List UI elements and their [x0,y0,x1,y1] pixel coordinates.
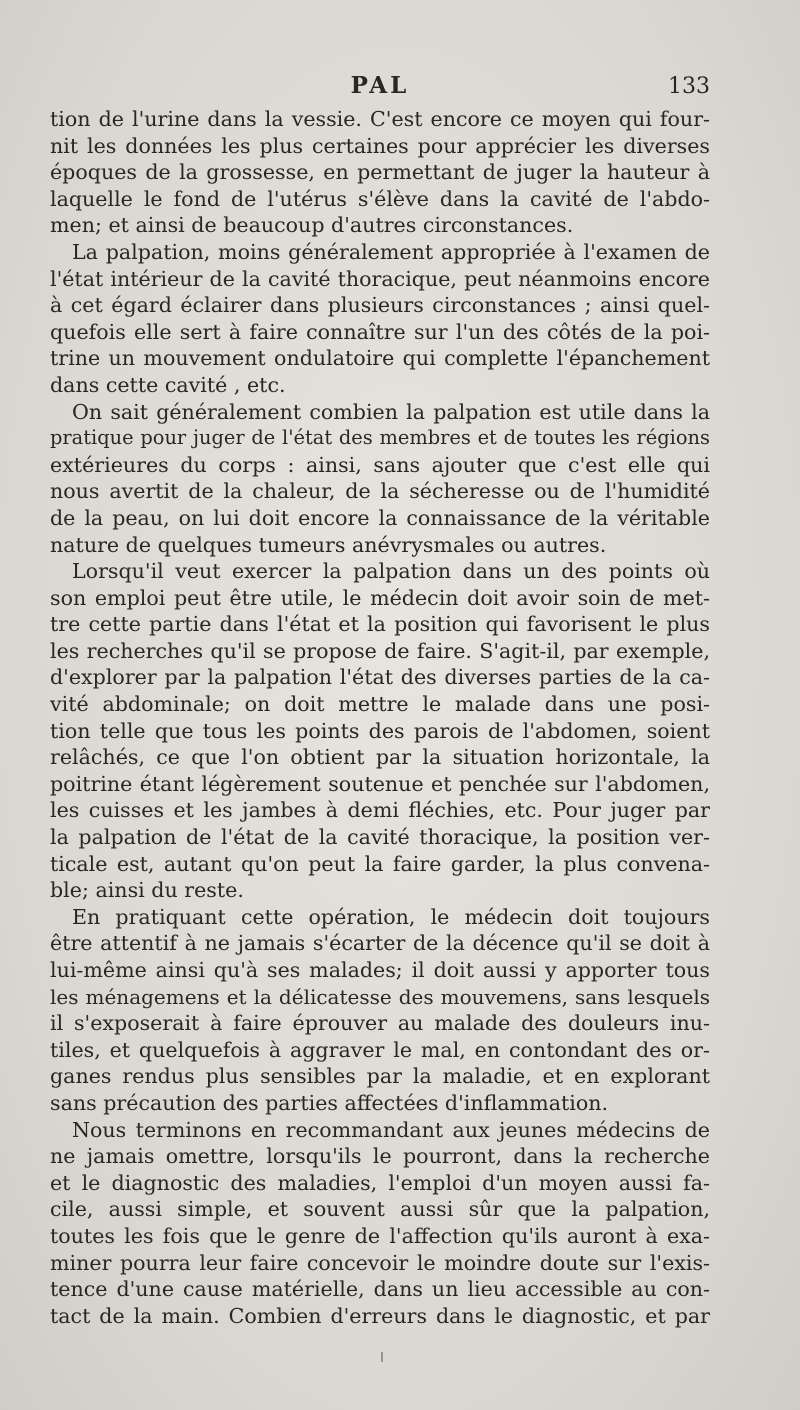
text-line: La palpation, moins généralement appropriée à l'examen de [72,239,710,264]
text-line: tion telle que tous les points des parois de l'abdomen, soient [50,718,710,743]
text-line: laquelle le fond de l'utérus s'élève dans la cavité de l'abdo- [50,186,710,211]
text-line: les recherches qu'il se propose de faire. S'agit-il, par exemple, [50,638,710,663]
text-line: tion de l'urine dans la vessie. C'est encore ce moyen qui four- [50,107,710,131]
text-line: époques de la grossesse, en permettant de juger la hauteur à [50,160,710,185]
text-line: nous avertit de la chaleur, de la sécheresse ou de l'humidité [50,479,710,504]
text-line: extérieures du corps : ainsi, sans ajouter que c'est elle qui [50,452,710,477]
running-head [50,72,710,102]
text-line: En pratiquant cette opération, le médecin doit toujours [72,904,710,929]
text-line: à cet égard éclairer dans plusieurs circonstances ; ainsi quel- [50,293,710,318]
text-line: ne jamais omettre, lorsqu'ils le pourront, dans la recherche [50,1144,710,1169]
text-line: les cuisses et les jambes à demi fléchies, etc. Pour juger par [50,798,710,823]
text-line: relâchés, ce que l'on obtient par la situation horizontale, la [50,745,710,770]
text-line: vité abdominale; on doit mettre le malade dans une posi- [50,692,710,717]
text-line: quefois elle sert à faire connaître sur l'un des côtés de la poi- [50,319,710,344]
text-line: les ménagemens et la délicatesse des mouvemens, sans lesquels [50,984,710,1009]
text-line: tence d'une cause matérielle, dans un lieu accessible au con- [50,1277,710,1302]
text-line: nature de quelques tumeurs anévrysmales ou autres. [50,532,607,557]
text-line: ble; ainsi du reste. [50,878,244,903]
text-line: lui-même ainsi qu'à ses malades; il doit aussi y apporter tous [50,958,710,982]
text-line: cile, aussi simple, et souvent aussi sûr que la palpation, [50,1197,710,1222]
text-line: la palpation de l'état de la cavité thoracique, la position ver- [50,825,710,850]
text-line: men; et ainsi de beaucoup d'autres circonstances. [50,213,574,238]
text-line: dans cette cavité , etc. [50,372,286,397]
text-line: son emploi peut être utile, le médecin doit avoir soin de met- [50,585,710,610]
text-line: Nous terminons en recommandant aux jeunes médecins de [72,1117,710,1142]
text-line: de la peau, on lui doit encore la connaissance de la véritable [50,505,710,530]
text-line: il s'exposerait à faire éprouver au malade des douleurs inu- [50,1011,710,1036]
text-line: miner pourra leur faire concevoir le moindre doute sur l'exis- [50,1250,710,1275]
text-line: ticale est, autant qu'on peut la faire garder, la plus convena- [50,851,710,876]
text-line: et le diagnostic des maladies, l'emploi d'un moyen aussi fa- [50,1170,710,1195]
text-line: tre cette partie dans l'état et la position qui favorisent le plus [50,612,710,637]
text-line: sans précaution des parties affectées d'inflammation. [50,1090,609,1115]
text-line: trine un mouvement ondulatoire qui complette l'épanchement [50,346,710,371]
text-line: ganes rendus plus sensibles par la maladie, et en explorant [50,1064,710,1089]
text-line: être attentif à ne jamais s'écarter de la décence qu'il se doit à [50,931,710,956]
text-line: On sait généralement combien la palpation est utile dans la [72,399,710,424]
text-line: poitrine étant légèrement soutenue et penchée sur l'abdomen, [50,771,710,796]
text-line: tact de la main. Combien d'erreurs dans le diagnostic, et par [50,1303,710,1328]
body-text [50,106,710,1329]
ink-speck [381,1352,383,1362]
text-line: toutes les fois que le genre de l'affection qu'ils auront à exa- [50,1223,710,1248]
text-line: pratique pour juger de l'état des membres et de toutes les régions [50,426,710,450]
text-line: Lorsqu'il veut exercer la palpation dans un des points où [72,559,710,584]
text-line: nit les données les plus certaines pour apprécier les diverses [50,133,710,158]
text-line: tiles, et quelquefois à aggraver le mal, en contondant des or- [50,1037,710,1062]
page-number: 133 [668,74,710,99]
text-line: d'explorer par la palpation l'état des diverses parties de la ca- [50,665,710,690]
running-head-title: PAL [350,72,410,99]
text-line: l'état intérieur de la cavité thoracique, peut néanmoins encore [50,266,710,291]
